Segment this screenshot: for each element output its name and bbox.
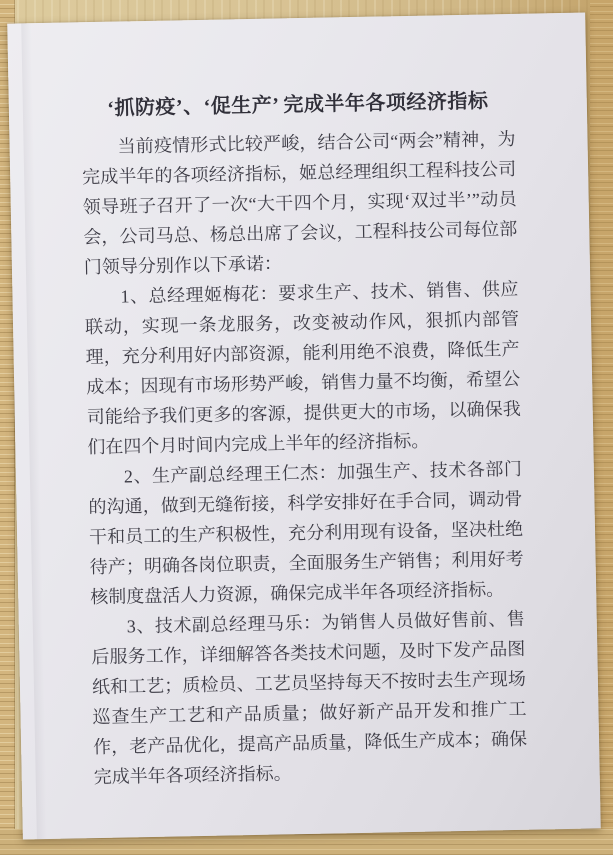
document-content [7,13,600,794]
document-page [7,13,601,840]
document-title: ‘抓防疫’、‘促生产’ 完成半年各项经济指标 [107,90,489,120]
document-body [81,124,528,792]
paragraph: 当前疫情形式比较严峻，结合公司“两会”精神，为完成半年的各项经济指标，姬总经理组织工程科技公司领导班子召开了一次“大干四个月，实现‘双过半’”动员会，公司马总、杨总出席了会议，工程科技公司每位部门领导分别作以下承诺： [81,128,518,278]
paragraph: 3、技术副总经理马乐：为销售人员做好售前、售后服务工作，详细解答各类技术问题，及时下发产品图纸和工艺；质检员、工艺员坚持每天不按时去生产现场巡查生产工艺和产品质量；做好新产品开发和推广工作，老产品优化，提高产品质量，降低生产成本；确保完成半年各项经济指标。 [91,608,528,788]
paragraph: 2、生产副总经理王仁杰：加强生产、技术各部门的沟通，做到无缝衔接，科学安排好在手合同，调动骨干和员工的生产积极性，充分利用现有设备，坚决杜绝待产；明确各岗位职责，全面服务生产销售；利用好考核制度盘活人力资源，确保完成半年各项经济指标。 [88,458,524,608]
paragraph: 1、总经理姬梅花：要求生产、技术、销售、供应联动，实现一条龙服务，改变被动作风，狠抓内部管理，充分利用好内部资源，能利用绝不浪费，降低生产成本；因现有市场形势严峻，销售力量不均衡，希望公司能给予我们更多的客源，提供更大的市场，以确保我们在四个月时间内完成上半年的经济指标。 [84,278,521,458]
